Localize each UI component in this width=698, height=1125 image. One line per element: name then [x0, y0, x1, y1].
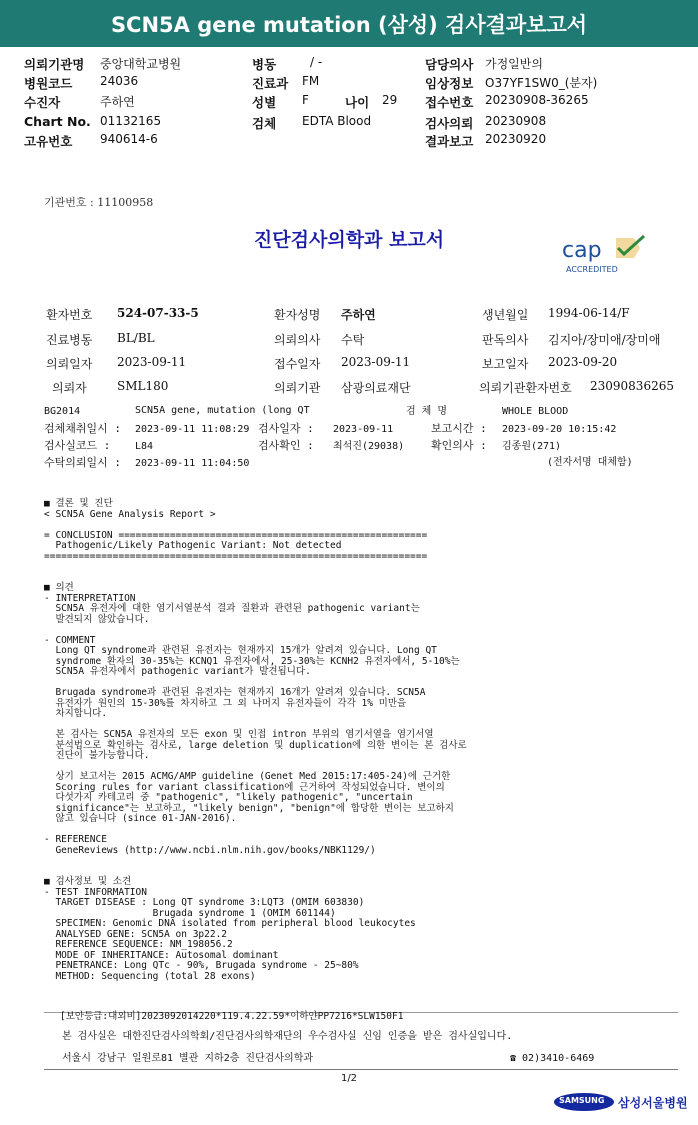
confirm-label: 검사확인 : — [258, 439, 314, 452]
body-line: PENETRANCE: Long QTc - 90%, Brugada syndrome - 25~80% — [44, 960, 359, 971]
info-label: 나이 — [345, 95, 370, 110]
phone-line: ☎ 02)3410-6469 — [510, 1053, 595, 1064]
body-line: Brugada syndrome과 관련된 유전자는 현재까지 16개가 알려져 있습니다. SCN5A — [44, 687, 426, 698]
specimen-label: 검 체 명 — [406, 406, 448, 417]
body-line: 유전자가 원인의 15-30%를 차지하고 그 외 나머지 유전자들이 각각 1% 미만을 — [44, 697, 407, 709]
report-title: SCN5A gene mutation (삼성) 검사결과보고서 — [110, 12, 588, 37]
samsung-hospital-logo — [554, 1090, 694, 1116]
address-line: 서울시 강남구 일원로81 별관 지하2층 진단검사의학과 — [62, 1053, 314, 1064]
body-line: = CONCLUSION ====================================================== — [44, 529, 428, 541]
certify-line: 본 검사실은 대한진단검사의학회/진단검사의학재단의 우수검사실 신임 인증을 받은 검사실입니다. — [62, 1031, 513, 1042]
info-label: 의뢰기관명 — [24, 57, 85, 72]
body-line: METHOD: Sequencing (total 28 exons) — [44, 970, 256, 982]
grid-label: 의뢰일자 — [46, 357, 93, 371]
cap-sub: ACCREDITED — [566, 265, 618, 274]
body-line: MODE OF INHERITANCE: Autosomal dominant — [44, 949, 279, 961]
footer-divider-2 — [44, 1069, 678, 1070]
body-line: =================================================================== — [44, 550, 428, 562]
grid-label: 접수일자 — [274, 357, 321, 371]
body-line: ANALYSED GENE: SCN5A on 3p22.2 — [44, 928, 228, 940]
info-value: 가정일반의 — [485, 57, 543, 71]
labcode-value: L84 — [135, 441, 154, 452]
info-value: F — [302, 93, 309, 107]
body-line: Pathogenic/Likely Pathogenic Variant: Not detected — [44, 540, 342, 551]
info-value: 01132165 — [100, 114, 162, 128]
grid-value: 주하연 — [341, 308, 376, 322]
body-line: < SCN5A Gene Analysis Report > — [44, 508, 216, 520]
body-line: SPECIMEN: Genomic DNA isolated from peripheral blood leukocytes — [44, 918, 416, 929]
body-line: 분석법으로 확인하는 검사로, large deletion 및 duplication에 의한 변이는 본 검사로 — [44, 739, 467, 751]
grid-label: 진료병동 — [46, 333, 93, 347]
info-value: 29 — [382, 93, 398, 107]
info-label: 담당의사 — [425, 57, 474, 72]
test-name: SCN5A gene, mutation (long QT — [135, 405, 310, 416]
body-line: 않고 있습니다 (since 01-JAN-2016). — [44, 813, 237, 824]
info-label: 임상정보 — [425, 76, 474, 91]
grid-value: 2023-09-11 — [341, 355, 411, 369]
body-line: 본 검사는 SCN5A 유전자의 모든 exon 및 인접 intron 부위의 염기서열을 염기서열 — [44, 729, 434, 740]
collect-value: 2023-09-11 11:08:29 — [135, 424, 250, 435]
info-label: 병원코드 — [24, 76, 73, 91]
info-value: 주하연 — [100, 95, 135, 109]
institution-number: 기관번호 : 11100958 — [44, 196, 154, 209]
info-value: 중앙대학교병원 — [100, 57, 182, 71]
consign-label: 수탁의뢰일시 : — [44, 456, 122, 469]
body-line: SCN5A 유전자에서 pathogenic variant가 발견됩니다. — [44, 666, 311, 677]
info-value: 24036 — [100, 74, 139, 88]
body-line: - REFERENCE — [44, 834, 107, 845]
info-label: 검체 — [252, 116, 277, 131]
grid-label: 판독의사 — [482, 333, 529, 347]
report-header — [0, 0, 698, 47]
grid-label: 의뢰자 — [52, 381, 87, 395]
body-line: 진단이 불가능합니다. — [44, 750, 150, 761]
body-line: Brugada syndrome 1 (OMIM 601144) — [44, 907, 336, 919]
body-line: significance"는 보고하고, "likely benign", "benign"에 합당한 변이는 보고하지 — [44, 802, 454, 814]
info-label: Chart No. — [24, 114, 91, 129]
info-value: 940614-6 — [100, 132, 158, 146]
security-line: [보안등급:대외비]2023092014220*119.4.22.59*이하얀PP7216*SLW150F1 — [60, 1011, 404, 1022]
body-line: REFERENCE SEQUENCE: NM_198056.2 — [44, 939, 233, 950]
testdate-value: 2023-09-11 — [333, 424, 394, 435]
hospital-name: 삼성서울병원 — [618, 1096, 688, 1110]
grid-label: 환자번호 — [46, 308, 93, 322]
grid-value: 2023-09-20 — [548, 355, 618, 369]
samsung-brand: SAMSUNG — [559, 1096, 605, 1105]
grid-value: 2023-09-11 — [117, 355, 187, 369]
body-line: Scoring rules for variant classification에 근거하여 작성되었습니다. 변이의 — [44, 781, 445, 793]
cap-logo — [558, 234, 653, 274]
grid-value: SML180 — [117, 379, 169, 393]
body-line: Long QT syndrome과 관련된 유전자는 현재까지 15개가 알려져 있습니다. Long QT — [44, 645, 437, 656]
body-line: 상기 보고서는 2015 ACMG/AMP guideline (Genet Med 2015:17:405-24)에 근거한 — [44, 771, 451, 782]
info-label: 진료과 — [252, 76, 289, 91]
info-value: FM — [302, 74, 320, 88]
info-label: 검사의뢰 — [425, 116, 474, 131]
test-code: BG2014 — [44, 406, 81, 417]
info-label: 고유번호 — [24, 134, 73, 149]
consign-value: 2023-09-11 11:04:50 — [135, 458, 250, 469]
info-label: 병동 — [252, 57, 277, 72]
grid-value: 1994-06-14/F — [548, 306, 630, 320]
body-line: ■ 결론 및 진단 — [44, 498, 113, 509]
body-line: GeneReviews (http://www.ncbi.nlm.nih.gov/books/NBK1129/) — [44, 844, 376, 856]
body-line: 차지합니다. — [44, 708, 108, 719]
page-number: 1/2 — [340, 1073, 358, 1084]
info-label: 접수번호 — [425, 95, 474, 110]
body-line: ■ 검사정보 및 소견 — [44, 876, 132, 887]
info-value: O37YF1SW0_(분자) — [485, 76, 598, 90]
esign-note: (전자서명 대체함) — [547, 457, 633, 468]
specimen-value: WHOLE BLOOD — [502, 406, 569, 417]
grid-label: 생년월일 — [482, 308, 529, 322]
grid-label: 보고일자 — [482, 357, 529, 371]
info-label: 성별 — [252, 95, 277, 110]
reporttime-label: 보고시간 : — [431, 422, 487, 435]
info-value: / - — [310, 55, 323, 69]
grid-label: 환자성명 — [274, 308, 321, 322]
grid-value: 23090836265 — [590, 379, 674, 393]
confirmdoc-label: 확인의사 : — [431, 439, 487, 452]
grid-value: 김지아/장미애/장미애 — [548, 333, 661, 347]
labcode-label: 검사실코드 : — [44, 439, 111, 452]
body-line: - TEST INFORMATION — [44, 886, 147, 898]
body-line: 발견되지 않았습니다. — [44, 613, 150, 625]
grid-value: 삼광의료재단 — [341, 381, 411, 395]
collect-label: 검체채취일시 : — [44, 422, 122, 435]
info-value: 20230908-36265 — [485, 93, 589, 107]
testdate-label: 검사일자 : — [258, 422, 314, 435]
grid-label: 의뢰기관 — [274, 381, 321, 395]
info-value: EDTA Blood — [302, 114, 372, 128]
info-label: 수진자 — [24, 95, 61, 110]
body-line: SCN5A 유전자에 대한 염기서열분석 결과 질환과 관련된 pathogenic variant는 — [44, 603, 420, 614]
body-line: ■ 의견 — [44, 582, 74, 593]
confirmdoc-value: 김종원(271) — [502, 441, 562, 452]
body-line: 다섯가지 카테고리 중 "pathogenic", "likely pathogenic", "uncertain — [44, 792, 413, 803]
reporttime-value: 2023-09-20 10:15:42 — [502, 424, 617, 435]
body-line: syndrome 환자의 30-35%는 KCNQ1 유전자에서, 25-30%는 KCNH2 유전자에서, 5-10%는 — [44, 655, 460, 667]
info-value: 20230908 — [485, 114, 547, 128]
grid-value: 524-07-33-5 — [117, 306, 199, 320]
confirm-value: 최석진(29038) — [333, 441, 405, 452]
body-line: - COMMENT — [44, 634, 96, 646]
grid-label: 의뢰기관환자번호 — [479, 381, 572, 395]
body-line: - INTERPRETATION — [44, 592, 136, 604]
lab-report-document — [0, 160, 698, 1080]
report-heading: 진단검사의학과 보고서 — [253, 229, 445, 251]
cap-text: cap — [562, 238, 602, 263]
info-label: 결과보고 — [425, 134, 474, 149]
patient-info-panel — [0, 52, 698, 152]
grid-value: BL/BL — [117, 331, 155, 345]
grid-label: 의뢰의사 — [274, 333, 321, 347]
info-value: 20230920 — [485, 132, 547, 146]
grid-value: 수탁 — [341, 333, 365, 347]
body-line: TARGET DISEASE : Long QT syndrome 3:LQT3 (OMIM 603830) — [44, 897, 365, 908]
